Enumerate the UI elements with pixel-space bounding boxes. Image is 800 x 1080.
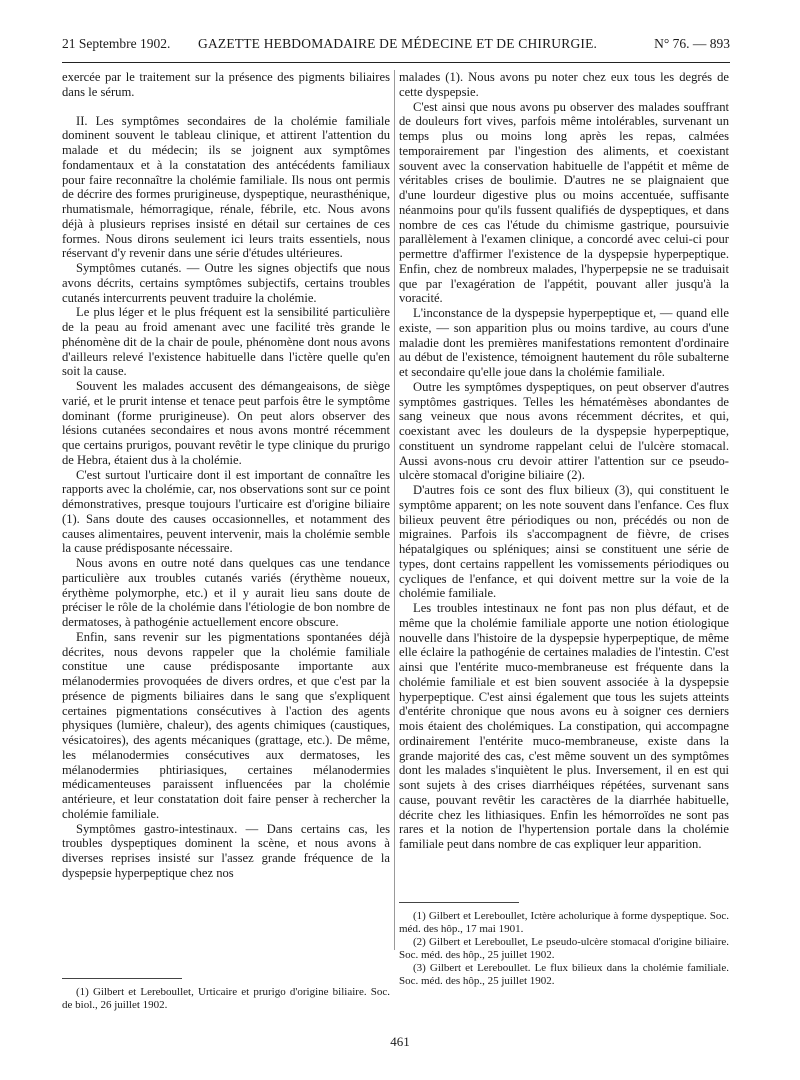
paragraph: L'inconstance de la dyspepsie hyperpeptique et, — quand elle existe, — son apparition plus ou moins tardive, au cours d'une maladie dont les premières manifestations remontent d'ordinaire au début de l'existence, témoignent hautement du rôle subalterne et secondaire qu'elle joue dans la cholémie familiale. xyxy=(399,306,729,379)
header-rule xyxy=(62,62,730,63)
paragraph: Enfin, sans revenir sur les pigmentations spontanées déjà décrites, nous devons rappeler que la cholémie familiale constitue une cause prédisposante importante aux mélanodermies provoquées de divers ordres, et que c'est par la présence de pigments biliaires dans le sang que s'expliquent certaines pigmentations consécutives à l'action des agents physiques (lumière, chaleur), des agents chimiques (caustiques, vésicatoires), des agents mécaniques (grattage, etc.). De même, les mélanodermies consécutives aux dermatoses, les mélanodermies phtiriasiques, certaines mélanodermies médicamenteuses paraissent influencées par la cholémie antérieure, et leur constatation doit faire penser à rechercher la cholémie familiale. xyxy=(62,629,390,821)
paragraph: D'autres fois ce sont des flux bilieux (3), qui constituent le symptôme apparent; on les note souvent dans l'enfance. Ces flux bilieux peuvent être périodiques ou non, précédés ou non de migraines. Parfois ils s'accompagnent de fièvre, de crises hépatalgiques ou spléniques; ainsi se constituent une série de types, dont certains rappellent les vomissements périodiques ou cycliques de l'enfance, et qui doivent mettre sur la voie de la cholémie familiale. xyxy=(399,483,729,601)
paragraph: malades (1). Nous avons pu noter chez eux tous les degrés de cette dyspepsie. xyxy=(399,70,729,99)
paragraph: II. Les symptômes secondaires de la cholémie familiale dominent souvent le tableau clinique, et attirent l'attention du malade et du médecin; ils se joignent aux symptômes fondamentaux et à la constatation des antécédents familiaux pour faire reconnaître la cholémie familiale. Ils nous ont permis de décrire des formes prurigineuse, dyspeptique, neurasthénique, rhumatismale, hémorragique, rénale, fébrile, etc. Nous avons déjà à plusieurs reprises insisté en détail sur certaines de ces formes. Nous dirons seulement ici leurs traits essentiels, nous réservant d'y revenir dans une série d'études ultérieures. xyxy=(62,113,390,261)
footnotes-right xyxy=(399,910,729,988)
page-header xyxy=(62,36,730,56)
footnotes-left xyxy=(62,986,390,1012)
page-number: 461 xyxy=(390,1034,410,1049)
issue-number: N° 76. — 893 xyxy=(654,36,730,51)
paragraph: exercée par le traitement sur la présence des pigments biliaires dans le sérum. xyxy=(62,70,390,99)
paragraph: Nous avons en outre noté dans quelques cas une tendance particulière aux troubles cutanés variés (érythème noueux, érythème polymorphe, etc.) et il y aurait lieu sans doute de préciser le rôle de la cholémie dans l'étiologie de bon nombre de dermatoses, à pathogénie actuellement encore obscure. xyxy=(62,556,390,629)
footnote: (1) Gilbert et Lereboullet, Ictère acholurique à forme dyspeptique. Soc. méd. des hôp., 17 mai 1901. xyxy=(399,910,729,935)
issue-date: 21 Septembre 1902. xyxy=(62,36,171,51)
journal-title: GAZETTE HEBDOMADAIRE DE MÉDECINE ET DE CHIRURGIE. xyxy=(198,36,598,51)
paragraph: Souvent les malades accusent des démangeaisons, de siège varié, et le prurit intense et tenace peut parfois être le symptôme dominant (forme prurigineuse). On peut alors observer des lésions cutanées secondaires et nous avons montré récemment que certains prurigos, pouvant revêtir le type clinique du prurigo de Hebra, étaient dus à la cholémie. xyxy=(62,379,390,467)
paragraph: Le plus léger et le plus fréquent est la sensibilité particulière de la peau au froid amenant avec une facilité très grande le phénomène dit de la chair de poule, phénomène dont nous avons d'ailleurs relevé l'existence habituelle dans l'ictère quelle qu'en soit la cause. xyxy=(62,305,390,379)
paragraph: C'est surtout l'urticaire dont il est important de connaître les rapports avec la cholémie, car, nos observations sont sur ce point démonstratives, presque toujours l'urticaire est d'origine biliaire (1). Sans doute des causes occasionnelles, et notamment des causes alimentaires, peuvent intervenir, mais la cholémie semble la cause prédisposante nécessaire. xyxy=(62,467,390,556)
footnote-rule xyxy=(399,902,519,903)
paragraph: Symptômes gastro-intestinaux. — Dans certains cas, les troubles dyspeptiques dominent la scène, et nous avons à diverses reprises insisté sur l'assez grande fréquence de la dyspepsie hyperpeptique chez nos xyxy=(62,821,390,880)
paragraph: Les troubles intestinaux ne font pas non plus défaut, et de même que la cholémie familiale apporte une notion étiologique nouvelle dans l'histoire de la dyspepsie hyperpeptique, de même elle éclaire la pathogénie de certaines maladies de l'intestin. C'est ainsi que l'entérite muco-membraneuse est fréquente dans la cholémie familiale et est bien souvent associée à la dyspepsie hyperpeptique. C'est ainsi également que tous les sujets atteints d'entérite chronique que nous avons eu à soigner ces derniers mois étaient des cholémiques. La constipation, qui accompagne ordinairement l'entérite muco-membraneuse, existe dans la grande majorité des cas, c'est même souvent un des symptômes dont les malades s'inquiètent le plus. Inversement, il en est qui sont sujets à des crises diarrhéiques répétées, survenant sans cause, pouvant revêtir les caractères de la diarrhée habituelle, décrite chez les lithiasiques. Enfin les hémorroïdes ne sont pas rares et la notion de l'hypertension portale dans la cholémie familiale peut dans nombre de cas expliquer leur apparition. xyxy=(399,601,729,851)
paragraph: Symptômes cutanés. — Outre les signes objectifs que nous avons décrits, certains symptômes subjectifs, certains troubles cutanés intercurrents peuvent traduire la cholémie. xyxy=(62,261,390,305)
footnote: (1) Gilbert et Lereboullet, Urticaire et prurigo d'origine biliaire. Soc. de biol., 26 juillet 1902. xyxy=(62,986,390,1011)
column-divider xyxy=(394,70,395,950)
paragraph: Outre les symptômes dyspeptiques, on peut observer d'autres symptômes gastriques. Telles les hématémèses abondantes de sang veineux que nous avons récemment décrites, et qui, coexistant avec les douleurs de la dyspepsie hyperpeptique, constituent un syndrome rappelant celui de l'ulcère stomacal. Aussi avons-nous cru devoir attirer l'attention sur ce pseudo-ulcère stomacal d'origine biliaire (2). xyxy=(399,379,729,483)
paragraph: C'est ainsi que nous avons pu observer des malades souffrant de douleurs fort vives, parfois même intolérables, survenant un temps plus ou moins long après les repas, calmées temporairement par l'ingestion des aliments, et coexistant souvent avec la conservation habituelle de l'appétit et même de véritables crises de boulimie. D'autres ne se plaignaient que d'une lourdeur digestive plus ou moins accentuée, suffisante néanmoins pour qu'ils fussent qualifiés de dyspeptiques, et dans nombre de ces cas l'étude du chimisme gastrique, poursuivie parallèlement à l'examen clinique, a concordé avec celui-ci pour permettre d'affirmer l'existence de la dyspepsie hyperpeptique. Enfin, chez de nombreux malades, l'hyperpepsie ne se traduisait que par l'exagération de l'appétit, pouvant aller jusqu'à la voracité. xyxy=(399,99,729,306)
left-column xyxy=(62,70,390,881)
footnote: (3) Gilbert et Lereboullet. Le flux bilieux dans la cholémie familiale. Soc. méd. des hôp., 25 juillet 1902. xyxy=(399,962,729,987)
footnote: (2) Gilbert et Lereboullet, Le pseudo-ulcère stomacal d'origine biliaire. Soc. méd. des hôp., 25 juillet 1902. xyxy=(399,936,729,961)
footnote-rule xyxy=(62,978,182,979)
right-column xyxy=(399,70,729,852)
